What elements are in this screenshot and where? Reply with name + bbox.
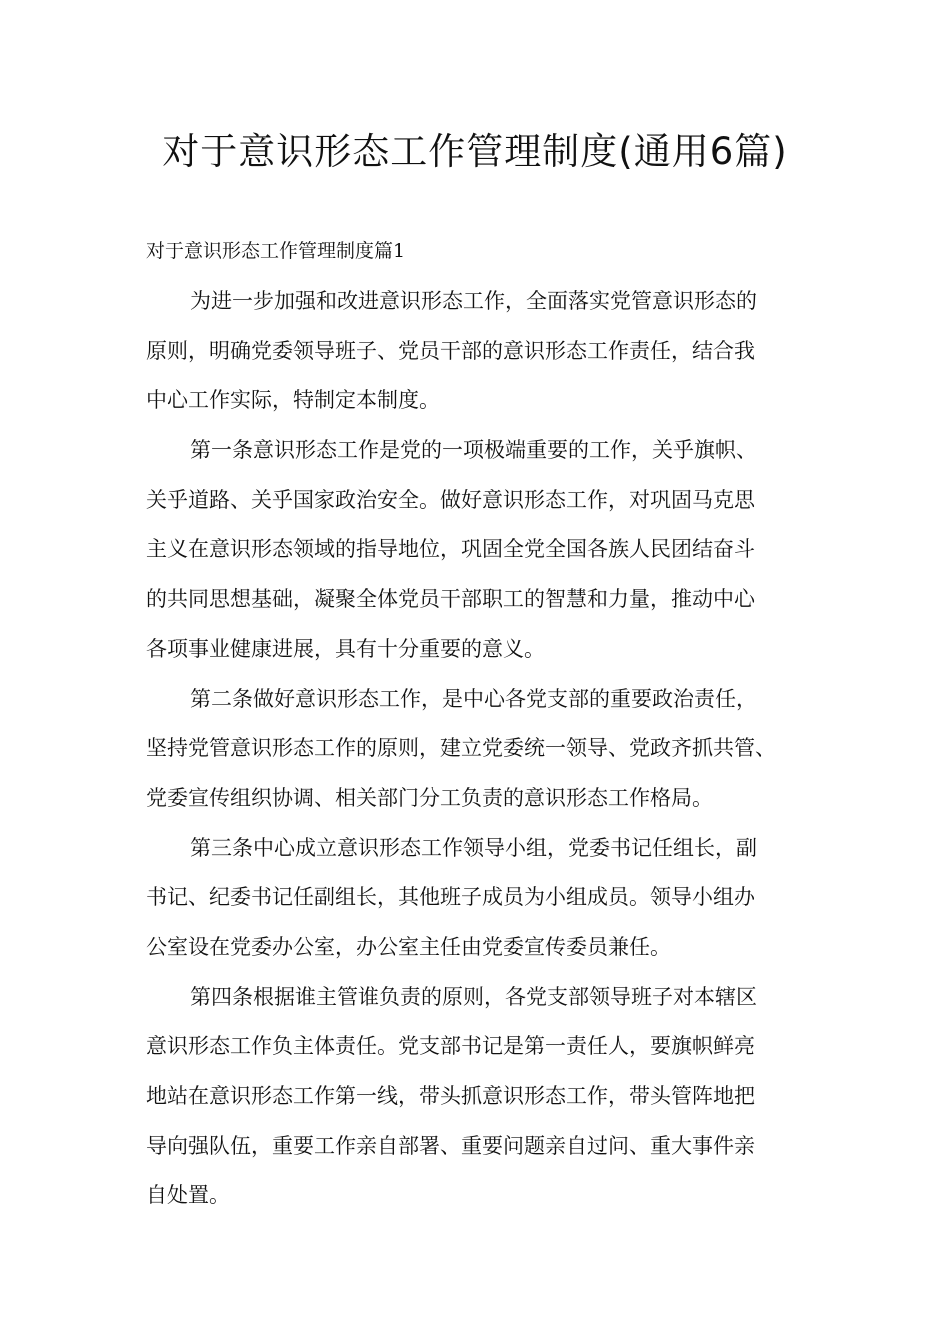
paragraph (146, 433, 826, 681)
text-line: 书记、纪委书记任副组长，其他班子成员为小组成员。领导小组办 (146, 885, 755, 910)
text-line: 为进一步加强和改进意识形态工作，全面落实党管意识形态的 (190, 289, 757, 313)
text-line: 的共同思想基础，凝聚全体党员干部职工的智慧和力量，推动中心 (146, 587, 755, 612)
text-line: 各项事业健康进展，具有十分重要的意义。 (146, 636, 545, 661)
text-line: 中心工作实际，特制定本制度。 (146, 388, 440, 413)
paragraph (146, 682, 826, 831)
text-line: 自处置。 (146, 1183, 230, 1208)
text-line: 地站在意识形态工作第一线，带头抓意识形态工作，带头管阵地把 (146, 1084, 755, 1108)
paragraph (146, 831, 826, 980)
text-line: 第二条做好意识形态工作，是中心各党支部的重要政治责任， (190, 686, 757, 711)
section-heading: 对于意识形态工作管理制度篇1 (146, 240, 406, 262)
paragraph (146, 980, 826, 1228)
text-line: 党委宣传组织协调、相关部门分工负责的意识形态工作格局。 (146, 785, 713, 810)
document-title: 对于意识形态工作管理制度(通用6篇) (162, 130, 788, 173)
text-line: 主义在意识形态领域的指导地位，巩固全党全国各族人民团结奋斗 (146, 537, 755, 562)
text-line: 第三条中心成立意识形态工作领导小组，党委书记任组长，副 (190, 835, 757, 860)
text-line: 原则，明确党委领导班子、党员干部的意识形态工作责任，结合我 (146, 338, 755, 363)
text-line: 第一条意识形态工作是党的一项极端重要的工作，关乎旗帜、 (190, 438, 757, 463)
text-line: 第四条根据谁主管谁负责的原则，各党支部领导班子对本辖区 (190, 984, 757, 1009)
text-line: 公室设在党委办公室，办公室主任由党委宣传委员兼任。 (146, 934, 671, 959)
document-body (146, 284, 826, 1228)
text-line: 关乎道路、关乎国家政治安全。做好意识形态工作，对巩固马克思 (146, 487, 755, 512)
paragraph (146, 284, 826, 433)
text-line: 意识形态工作负主体责任。党支部书记是第一责任人，要旗帜鲜亮 (146, 1034, 755, 1059)
text-line: 导向强队伍，重要工作亲自部署、重要问题亲自过问、重大事件亲 (146, 1133, 755, 1158)
text-line: 坚持党管意识形态工作的原则，建立党委统一领导、党政齐抓共管、 (146, 736, 776, 761)
